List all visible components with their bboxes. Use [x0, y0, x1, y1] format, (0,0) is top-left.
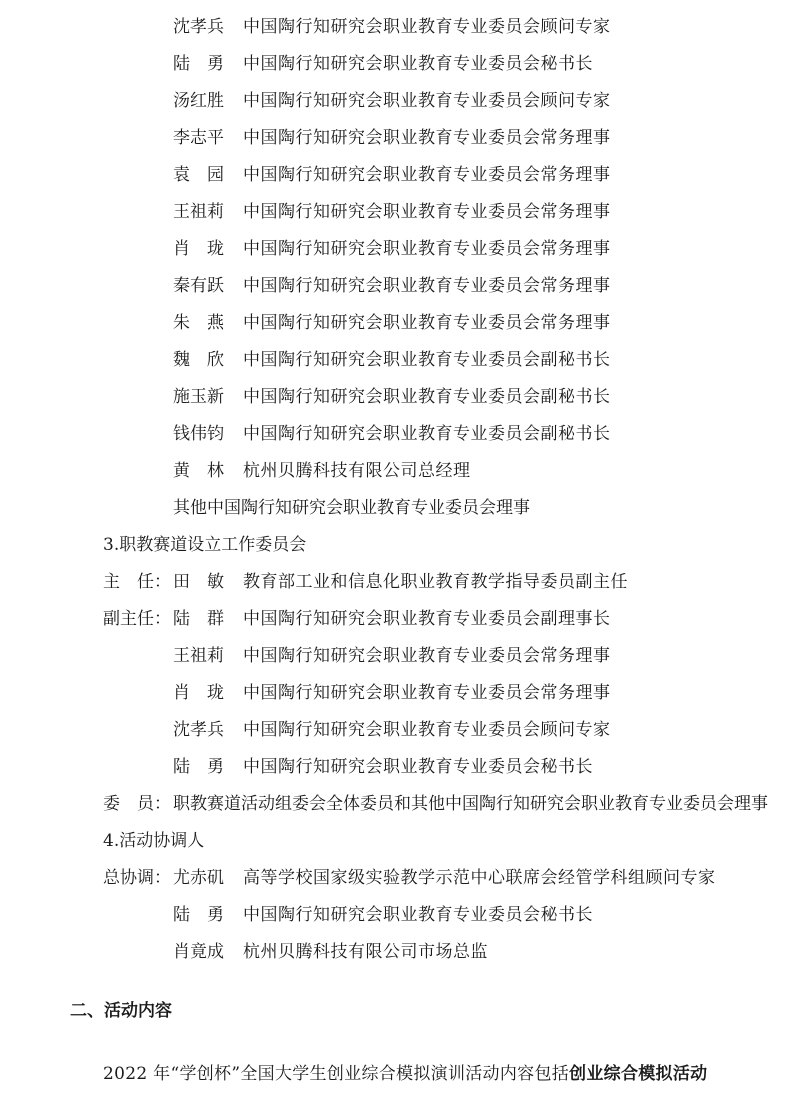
member-name: 施玉新 [173, 387, 224, 407]
committee-role: 委 员： [103, 794, 171, 814]
member-title: 中国陶行知研究会职业教育专业委员会顾问专家 [243, 720, 611, 740]
member-title: 高等学校国家级实验教学示范中心联席会经管学科组顾问专家 [243, 868, 716, 888]
member-title: 中国陶行知研究会职业教育专业委员会顾问专家 [243, 91, 611, 111]
committee-text: 职教赛道活动组委会全体委员和其他中国陶行知研究会职业教育专业委员会理事 [173, 794, 768, 814]
member-title: 中国陶行知研究会职业教育专业委员会常务理事 [243, 646, 611, 666]
member-name: 陆 勇 [173, 757, 224, 777]
member-name: 沈孝兵 [173, 720, 224, 740]
paragraph-text: 2022 年“学创杯”全国大学生创业综合模拟演训活动内容包括 [103, 1064, 570, 1084]
member-name: 魏 欣 [173, 350, 224, 370]
member-name: 陆 群 [173, 609, 224, 629]
member-name: 王祖莉 [173, 202, 224, 222]
vice-director-role: 副主任： [103, 609, 171, 629]
member-name: 肖 珑 [173, 239, 224, 259]
member-name: 李志平 [173, 128, 224, 148]
member-title: 中国陶行知研究会职业教育专业委员会常务理事 [243, 128, 611, 148]
member-name: 袁 园 [173, 165, 224, 185]
director-title: 教育部工业和信息化职业教育教学指导委员副主任 [243, 572, 628, 592]
member-title: 中国陶行知研究会职业教育专业委员会秘书长 [243, 54, 593, 74]
group-a-other: 其他中国陶行知研究会职业教育专业委员会理事 [173, 498, 530, 518]
member-name: 汤红胜 [173, 91, 224, 111]
member-title: 中国陶行知研究会职业教育专业委员会常务理事 [243, 683, 611, 703]
member-name: 尤赤矶 [173, 868, 224, 888]
member-name: 陆 勇 [173, 905, 224, 925]
member-title: 中国陶行知研究会职业教育专业委员会顾问专家 [243, 17, 611, 37]
member-title: 杭州贝腾科技有限公司总经理 [243, 461, 471, 481]
member-name: 黄 林 [173, 461, 224, 481]
director-name: 田 敏 [173, 572, 224, 592]
member-title: 中国陶行知研究会职业教育专业委员会副秘书长 [243, 387, 611, 407]
heading-3: 3.职教赛道设立工作委员会 [103, 535, 307, 555]
member-title: 中国陶行知研究会职业教育专业委员会秘书长 [243, 757, 593, 777]
member-name: 沈孝兵 [173, 17, 224, 37]
section-2-heading: 二、活动内容 [70, 1001, 172, 1021]
member-title: 中国陶行知研究会职业教育专业委员会常务理事 [243, 276, 611, 296]
member-title: 中国陶行知研究会职业教育专业委员会副秘书长 [243, 424, 611, 444]
paragraph-bold-text: 创业综合模拟活动 [569, 1064, 708, 1084]
coordinator-role: 总协调： [103, 868, 171, 888]
member-name: 陆 勇 [173, 54, 224, 74]
paragraph [103, 1059, 707, 1089]
member-title: 中国陶行知研究会职业教育专业委员会副秘书长 [243, 350, 611, 370]
member-title: 中国陶行知研究会职业教育专业委员会常务理事 [243, 239, 611, 259]
member-name: 秦有跃 [173, 276, 224, 296]
director-role: 主 任： [103, 572, 171, 592]
member-name: 肖竟成 [173, 942, 224, 962]
member-title: 杭州贝腾科技有限公司市场总监 [243, 942, 488, 962]
member-title: 中国陶行知研究会职业教育专业委员会常务理事 [243, 202, 611, 222]
member-title: 中国陶行知研究会职业教育专业委员会秘书长 [243, 905, 593, 925]
member-name: 朱 燕 [173, 313, 224, 333]
member-name: 王祖莉 [173, 646, 224, 666]
member-title: 中国陶行知研究会职业教育专业委员会常务理事 [243, 313, 611, 333]
member-title: 中国陶行知研究会职业教育专业委员会副理事长 [243, 609, 611, 629]
member-name: 肖 珑 [173, 683, 224, 703]
member-name: 钱伟钧 [173, 424, 224, 444]
heading-4: 4.活动协调人 [103, 831, 205, 851]
member-title: 中国陶行知研究会职业教育专业委员会常务理事 [243, 165, 611, 185]
